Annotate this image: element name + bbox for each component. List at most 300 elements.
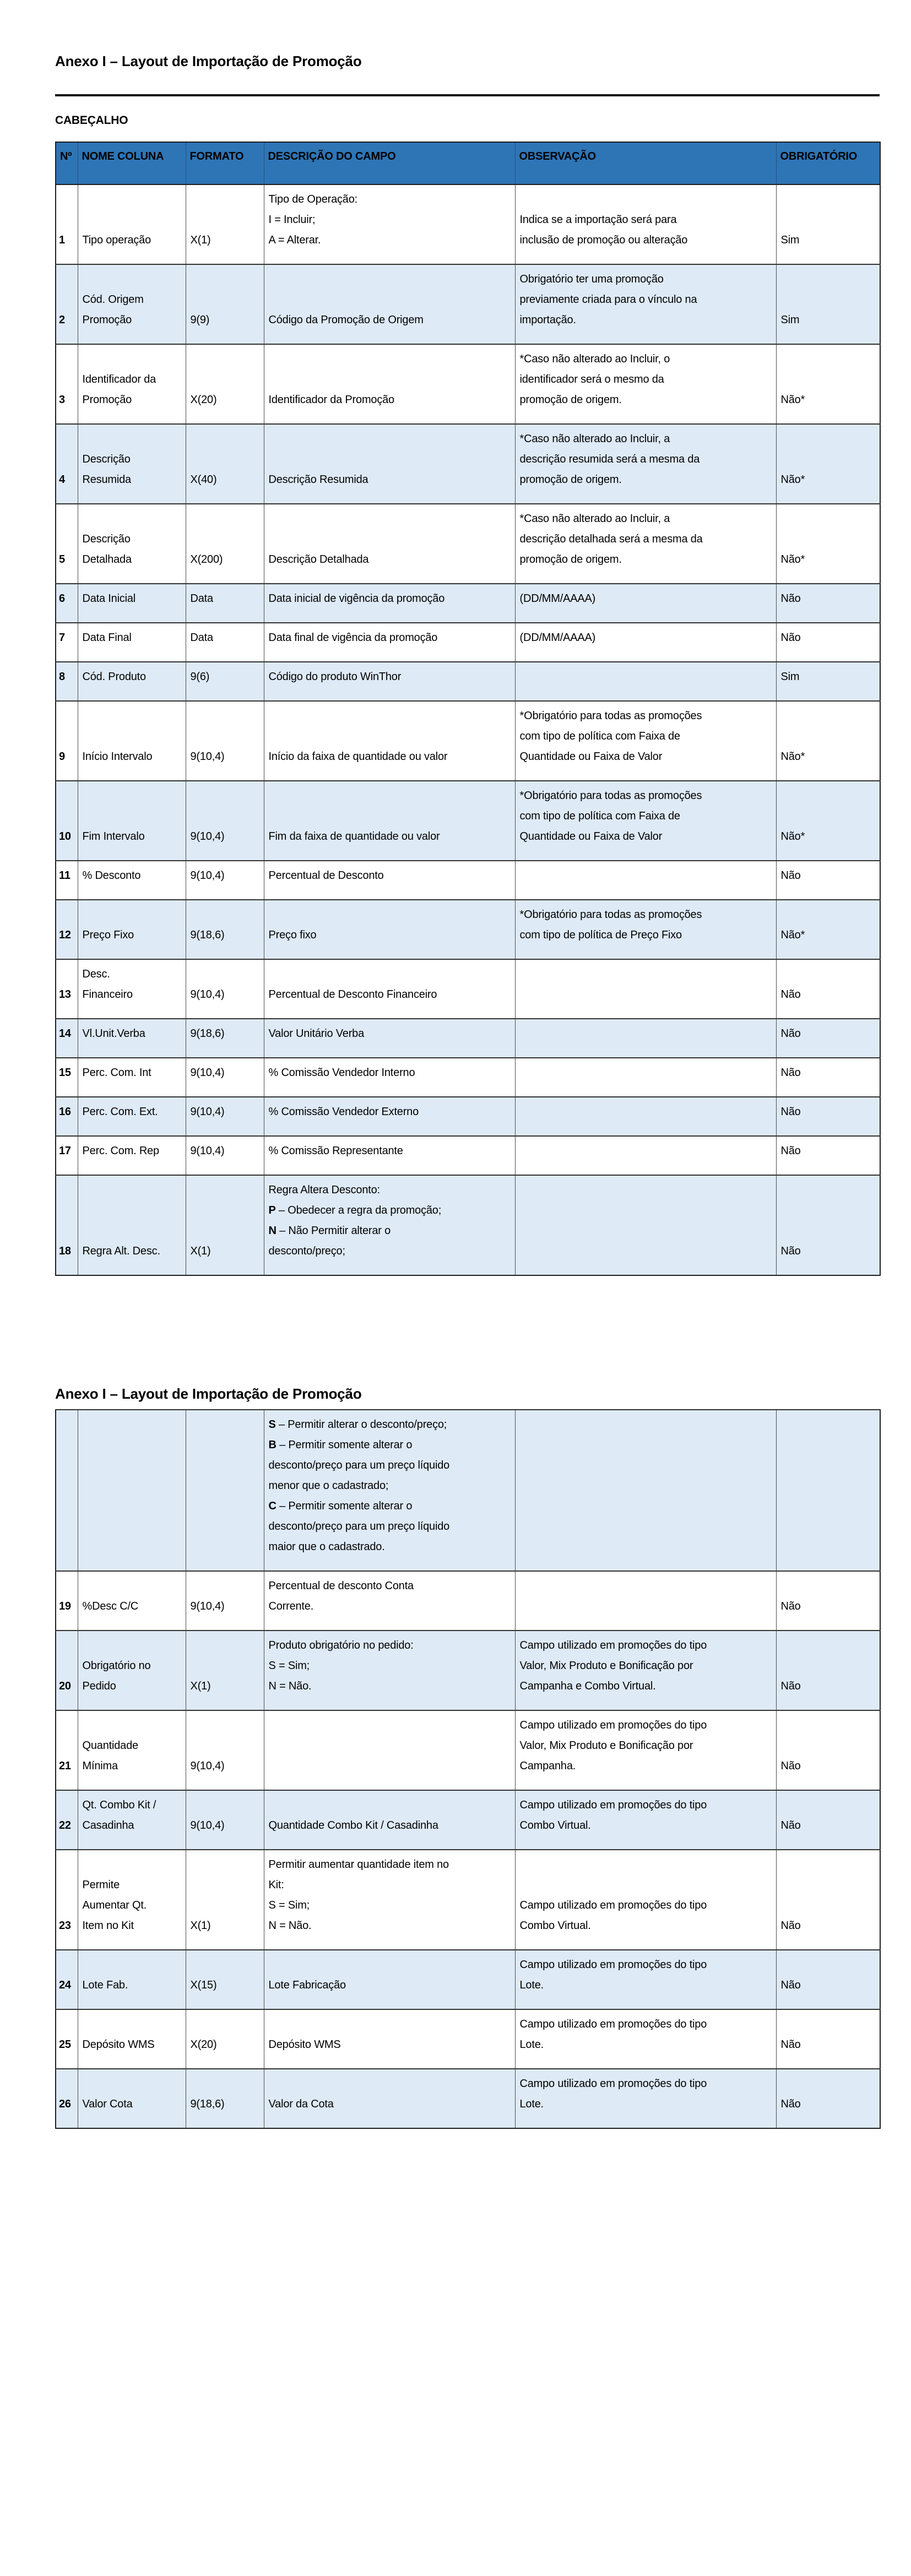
cell-text-line: 9(6)	[190, 670, 210, 683]
cell-text-line: S = Sim;	[268, 1659, 310, 1672]
cell-text-line: Perc. Com. Rep	[82, 1144, 159, 1157]
cell-text-line: 13	[59, 988, 71, 1001]
cell-text-line: com tipo de política de Preço Fixo	[519, 928, 682, 941]
table-row	[56, 1950, 880, 2009]
cell-text-line: descrição detalhada será a mesma da	[519, 532, 703, 545]
cell-text-line: Não	[780, 2038, 801, 2051]
cell-text-line: com tipo de política com Faixa de	[519, 730, 680, 742]
col-name-cell	[78, 1710, 186, 1790]
table-row	[56, 781, 880, 861]
col-num-cell	[56, 959, 78, 1019]
table-row	[56, 1710, 880, 1790]
col-name-cell	[78, 584, 186, 623]
cell-text-line: inclusão de promoção ou alteração	[519, 233, 688, 246]
table-row	[56, 1175, 880, 1275]
col-req-cell	[776, 1850, 880, 1950]
col-desc-cell	[264, 1710, 515, 1790]
cell-text-line: identificador será o mesmo da	[519, 373, 664, 385]
col-obs-cell	[515, 1410, 776, 1571]
cell-text-line: Descrição	[82, 453, 131, 465]
cell-text-line: Código da Promoção de Origem	[268, 313, 424, 326]
col-desc-cell	[264, 623, 515, 662]
cell-text-line: Não	[780, 1919, 801, 1932]
cell-text-line: Sim	[780, 670, 800, 683]
col-desc-cell	[264, 264, 515, 344]
col-num-cell	[56, 2069, 78, 2128]
cell-text-line: 22	[59, 1819, 71, 1832]
cell-text-line: Percentual de Desconto	[268, 869, 384, 882]
col-req-cell	[776, 623, 880, 662]
col-desc-cell	[264, 1790, 515, 1850]
col-num-cell	[56, 584, 78, 623]
cell-text-line: Quantidade ou Faixa de Valor	[519, 750, 663, 763]
cell-text-line: 20	[59, 1680, 71, 1692]
cell-text-line: Não	[780, 631, 801, 644]
cell-text-line: 9(10,4)	[190, 1105, 225, 1118]
cell-text-line: I = Incluir;	[268, 213, 316, 226]
cell-text-line: Não	[780, 1819, 801, 1832]
cell-text-line: % Comissão Vendedor Externo	[268, 1105, 419, 1118]
table-row	[56, 1571, 880, 1631]
cell-text-line: N = Não.	[268, 1680, 312, 1692]
col-name-cell	[78, 781, 186, 861]
cell-text-line: *Caso não alterado ao Incluir, o	[519, 352, 670, 365]
col-format-cell	[186, 584, 264, 623]
cell-text-line: *Obrigatório para todas as promoções	[519, 789, 702, 802]
col-num-cell	[56, 1019, 78, 1058]
col-num-cell	[56, 1790, 78, 1850]
cell-text-line: Desc.	[82, 968, 110, 980]
cell-text-line: Sim	[780, 233, 800, 246]
cell-text-line: X(20)	[190, 393, 217, 406]
cell-text-line: A = Alterar.	[268, 233, 321, 246]
cell-text-line: *Caso não alterado ao Incluir, a	[519, 512, 670, 525]
cell-text-line: X(200)	[190, 553, 223, 566]
cell-text-line: Quantidade Combo Kit / Casadinha	[268, 1819, 438, 1832]
col-obs-cell	[515, 900, 776, 959]
col-req-cell	[776, 1410, 880, 1571]
cell-text-line: Não	[780, 988, 801, 1001]
title-divider	[55, 94, 880, 96]
col-name-cell	[78, 1097, 186, 1136]
cell-text-line: Produto obrigatório no pedido:	[268, 1639, 414, 1651]
col-num-cell	[56, 1950, 78, 2009]
col-name-cell	[78, 504, 186, 584]
cell-text-line: 3	[59, 393, 65, 406]
col-name-cell	[78, 959, 186, 1019]
cell-text-line: Valor, Mix Produto e Bonificação por	[519, 1659, 693, 1672]
cell-text-line: descrição resumida será a mesma da	[519, 453, 700, 465]
col-desc-cell	[264, 504, 515, 584]
cell-text-line: Regra Alt. Desc.	[82, 1244, 160, 1257]
cell-text-line: Pedido	[82, 1680, 116, 1692]
cell-text-line: Não	[780, 2097, 801, 2110]
col-obs-cell	[515, 1631, 776, 1710]
cell-text-line: 26	[59, 2097, 71, 2110]
cell-text-line: Valor da Cota	[268, 2097, 334, 2110]
cell-text-line: Preço Fixo	[82, 928, 134, 941]
cell-text-line: Cód. Origem	[82, 293, 144, 306]
col-format-cell	[186, 424, 264, 504]
col-desc-cell	[264, 1410, 515, 1571]
cell-text-line: Kit:	[268, 1878, 284, 1891]
col-desc-cell	[264, 781, 515, 861]
col-num-cell	[56, 781, 78, 861]
page-title-continued: Anexo I – Layout de Importação de Promoção	[55, 1385, 362, 1402]
cell-text-line: 9(10,4)	[190, 750, 225, 763]
col-name-cell	[78, 344, 186, 424]
cell-text-line: Não	[780, 1600, 801, 1612]
cell-text-line: Data final de vigência da promoção	[268, 631, 438, 644]
cell-text-line: *Caso não alterado ao Incluir, a	[519, 432, 670, 445]
col-desc-cell	[264, 1950, 515, 2009]
cell-text-line: Financeiro	[82, 988, 133, 1001]
col-obs-cell	[515, 264, 776, 344]
col-format-cell	[186, 900, 264, 959]
cell-text-line: Resumida	[82, 473, 131, 486]
cell-text-line: Descrição Resumida	[268, 473, 368, 486]
table-row	[56, 2069, 880, 2128]
table-row	[56, 184, 880, 264]
cell-text-line: 9(10,4)	[190, 1144, 225, 1157]
cell-text-line: Não	[780, 1144, 801, 1157]
col-num-cell	[56, 623, 78, 662]
col-req-cell	[776, 1571, 880, 1631]
table-row	[56, 701, 880, 781]
cell-text-line: Identificador da	[82, 373, 156, 385]
col-format-cell	[186, 1136, 264, 1175]
col-obs-cell	[515, 701, 776, 781]
col-desc-cell	[264, 662, 515, 701]
cell-text-line: 5	[59, 553, 65, 566]
table-row	[56, 900, 880, 959]
col-desc-cell	[264, 1850, 515, 1950]
cell-text-line: Vl.Unit.Verba	[82, 1027, 145, 1040]
table-row	[56, 861, 880, 900]
cell-text-line: Perc. Com. Int	[82, 1066, 151, 1079]
cell-text-line: C – Permitir somente alterar o	[268, 1499, 413, 1512]
cell-text-line: Regra Altera Desconto:	[268, 1183, 380, 1196]
cell-text-line: Campanha e Combo Virtual.	[519, 1680, 656, 1692]
cell-text-line: Não*	[780, 750, 805, 763]
col-obs-cell	[515, 1019, 776, 1058]
header-layout-table-page1	[55, 142, 881, 1276]
cell-text-line: Valor Unitário Verba	[268, 1027, 365, 1040]
col-obs-cell	[515, 504, 776, 584]
col-desc-cell	[264, 424, 515, 504]
cell-text-line: Indica se a importação será para	[519, 213, 677, 226]
cell-text-line: Percentual de desconto Conta	[268, 1579, 414, 1592]
cell-text-line: Início Intervalo	[82, 750, 153, 763]
cell-text-line: 6	[59, 592, 65, 605]
col-num-cell	[56, 1058, 78, 1097]
cell-text-line: 10	[59, 830, 71, 843]
cell-text-line: 14	[59, 1027, 71, 1040]
cell-text-line: Não	[780, 1066, 801, 1079]
col-obs-cell	[515, 184, 776, 264]
cell-text-line: maior que o cadastrado.	[268, 1540, 385, 1553]
cell-text-line: desconto/preço para um preço líquido	[268, 1520, 450, 1532]
cell-text-line: promoção de origem.	[519, 553, 622, 566]
cell-text-line: Código do produto WinThor	[268, 670, 402, 683]
col-format-cell	[186, 1019, 264, 1058]
col-format-cell	[186, 2009, 264, 2069]
cell-text-line: Lote.	[519, 2038, 544, 2051]
table-header-row	[56, 142, 880, 184]
cell-text-line: Item no Kit	[82, 1919, 134, 1932]
cell-text-line: 9(10,4)	[190, 1819, 225, 1832]
col-req-cell	[776, 2009, 880, 2069]
cell-text-line: Não*	[780, 553, 805, 566]
col-desc-cell	[264, 1136, 515, 1175]
cell-text-line: 18	[59, 1244, 71, 1257]
cell-text-line: 9(18,6)	[190, 2097, 225, 2110]
cell-text-line: 9(10,4)	[190, 1066, 225, 1079]
cell-text-line: desconto/preço;	[268, 1244, 345, 1257]
cell-text-line: 9(10,4)	[190, 1759, 225, 1772]
cell-text-line: Aumentar Qt.	[82, 1899, 147, 1911]
col-format-cell	[186, 1571, 264, 1631]
table-row	[56, 1058, 880, 1097]
col-obs-cell	[515, 2069, 776, 2128]
cell-text-line: promoção de origem.	[519, 393, 622, 406]
cell-text-line: 7	[59, 631, 65, 644]
col-num-cell	[56, 2009, 78, 2069]
col-format-cell	[186, 662, 264, 701]
cell-text-line: Quantidade	[82, 1739, 138, 1752]
column-header-obs: OBSERVAÇÃO	[515, 142, 776, 184]
col-num-cell	[56, 1175, 78, 1275]
cell-text-line: Não	[780, 869, 801, 882]
col-desc-cell	[264, 1175, 515, 1275]
cell-text-line: Detalhada	[82, 553, 132, 566]
cell-text-line: 9(10,4)	[190, 988, 225, 1001]
col-name-cell	[78, 900, 186, 959]
cell-text-line: Não	[780, 1105, 801, 1118]
col-name-cell	[78, 701, 186, 781]
col-format-cell	[186, 1175, 264, 1275]
col-name-cell	[78, 1950, 186, 2009]
cell-text-line: 11	[59, 869, 71, 882]
cell-text-line: Campo utilizado em promoções do tipo	[519, 2077, 707, 2090]
col-format-cell	[186, 1631, 264, 1710]
col-format-cell	[186, 2069, 264, 2128]
cell-text-line: Não*	[780, 928, 805, 941]
cell-text-line: % Desconto	[82, 869, 141, 882]
cell-text-line: Campanha.	[519, 1759, 576, 1772]
col-format-cell	[186, 1097, 264, 1136]
cell-text-line: Não	[780, 1244, 801, 1257]
col-name-cell	[78, 2009, 186, 2069]
col-obs-cell	[515, 1097, 776, 1136]
cell-text-line: Não	[780, 1680, 801, 1692]
cell-text-line: Qt. Combo Kit /	[82, 1798, 156, 1811]
col-req-cell	[776, 504, 880, 584]
cell-text-line: Lote Fabricação	[268, 1979, 346, 1991]
col-format-cell	[186, 184, 264, 264]
col-req-cell	[776, 861, 880, 900]
col-name-cell	[78, 861, 186, 900]
cell-text-line: *Obrigatório para todas as promoções	[519, 908, 702, 921]
col-num-cell	[56, 1710, 78, 1790]
cell-text-line: Cód. Produto	[82, 670, 146, 683]
col-num-cell	[56, 1631, 78, 1710]
cell-text-line: X(40)	[190, 473, 217, 486]
cell-text-line: 21	[59, 1759, 71, 1772]
cell-text-line: 8	[59, 670, 65, 683]
cell-text-line: Quantidade ou Faixa de Valor	[519, 830, 663, 843]
cell-text-line: Campo utilizado em promoções do tipo	[519, 1798, 707, 1811]
cell-text-line: N – Não Permitir alterar o	[268, 1224, 391, 1237]
table-row	[56, 424, 880, 504]
page-content	[55, 0, 880, 2129]
cell-text-line: 9(10,4)	[190, 1600, 225, 1612]
cell-text-line: Lote.	[519, 1979, 544, 1991]
cell-text-line: Depósito WMS	[268, 2038, 341, 2051]
col-obs-cell	[515, 1058, 776, 1097]
col-desc-cell	[264, 1058, 515, 1097]
cell-text-line: Data inicial de vigência da promoção	[268, 592, 445, 605]
col-req-cell	[776, 584, 880, 623]
cell-text-line: Promoção	[82, 393, 132, 406]
col-name-cell	[78, 1136, 186, 1175]
col-obs-cell	[515, 2009, 776, 2069]
cell-text-line: Corrente.	[268, 1600, 314, 1612]
cell-text-line: S = Sim;	[268, 1899, 310, 1911]
cell-text-line: 9(10,4)	[190, 830, 225, 843]
cell-text-line: Combo Virtual.	[519, 1819, 591, 1832]
col-name-cell	[78, 1019, 186, 1058]
cell-text-line: Data	[190, 631, 213, 644]
col-num-cell	[56, 424, 78, 504]
col-req-cell	[776, 1019, 880, 1058]
col-name-cell	[78, 2069, 186, 2128]
cell-text-line: previamente criada para o vínculo na	[519, 293, 697, 306]
col-obs-cell	[515, 1850, 776, 1950]
cell-text-line: Campo utilizado em promoções do tipo	[519, 1719, 707, 1731]
cell-text-line: S – Permitir alterar o desconto/preço;	[268, 1418, 447, 1431]
col-name-cell	[78, 184, 186, 264]
cell-text-line: 9	[59, 750, 65, 763]
table-row	[56, 1019, 880, 1058]
cell-text-line: Fim Intervalo	[82, 830, 145, 843]
col-format-cell	[186, 504, 264, 584]
col-name-cell	[78, 264, 186, 344]
table-row	[56, 959, 880, 1019]
col-obs-cell	[515, 1950, 776, 2009]
col-req-cell	[776, 424, 880, 504]
cell-text-line: Perc. Com. Ext.	[82, 1105, 158, 1118]
table-row	[56, 264, 880, 344]
cell-text-line: % Comissão Vendedor Interno	[268, 1066, 415, 1079]
col-desc-cell	[264, 1019, 515, 1058]
col-desc-cell	[264, 959, 515, 1019]
cell-text-line: Permite	[82, 1878, 120, 1891]
header-layout-table-page2	[55, 1409, 881, 2129]
cell-text-line: Sim	[780, 313, 800, 326]
cell-text-line: menor que o cadastrado;	[268, 1479, 389, 1492]
col-desc-cell	[264, 701, 515, 781]
cell-text-line: Preço fixo	[268, 928, 317, 941]
cell-text-line: X(1)	[190, 233, 211, 246]
cell-text-line: Combo Virtual.	[519, 1919, 591, 1932]
col-name-cell	[78, 1058, 186, 1097]
cell-text-line: Campo utilizado em promoções do tipo	[519, 1639, 707, 1651]
column-header-req: OBRIGATÓRIO	[776, 142, 880, 184]
col-format-cell	[186, 861, 264, 900]
cell-text-line: X(15)	[190, 1979, 217, 1991]
col-num-cell	[56, 1136, 78, 1175]
col-desc-cell	[264, 1571, 515, 1631]
cell-text-line: importação.	[519, 313, 576, 326]
column-header-num: Nº	[56, 142, 78, 184]
cell-text-line: 9(10,4)	[190, 869, 225, 882]
cell-text-line: Mínima	[82, 1759, 118, 1772]
cell-text-line: 19	[59, 1600, 71, 1612]
cell-text-line: Não*	[780, 393, 805, 406]
col-format-cell	[186, 1058, 264, 1097]
cell-text-line: Valor Cota	[82, 2097, 133, 2110]
col-name-cell	[78, 1850, 186, 1950]
col-format-cell	[186, 264, 264, 344]
cell-text-line: 25	[59, 2038, 71, 2051]
table-row	[56, 2009, 880, 2069]
cell-text-line: 9(18,6)	[190, 1027, 225, 1040]
section-heading: CABEÇALHO	[55, 113, 128, 127]
col-obs-cell	[515, 1571, 776, 1631]
cell-text-line: Percentual de Desconto Financeiro	[268, 988, 437, 1001]
cell-text-line: Data	[190, 592, 213, 605]
col-req-cell	[776, 2069, 880, 2128]
col-req-cell	[776, 1097, 880, 1136]
col-req-cell	[776, 900, 880, 959]
col-req-cell	[776, 264, 880, 344]
cell-text-line: X(20)	[190, 2038, 217, 2051]
col-obs-cell	[515, 662, 776, 701]
table-row	[56, 1790, 880, 1850]
col-format-cell	[186, 781, 264, 861]
col-obs-cell	[515, 959, 776, 1019]
col-req-cell	[776, 1058, 880, 1097]
cell-text-line: Campo utilizado em promoções do tipo	[519, 1958, 707, 1971]
col-format-cell	[186, 959, 264, 1019]
cell-text-line: 15	[59, 1066, 71, 1079]
col-desc-cell	[264, 1631, 515, 1710]
col-desc-cell	[264, 1097, 515, 1136]
cell-text-line: Tipo operação	[82, 233, 151, 246]
cell-text-line: *Obrigatório para todas as promoções	[519, 709, 702, 722]
cell-text-line: 1	[59, 233, 65, 246]
col-format-cell	[186, 623, 264, 662]
column-header-name: NOME COLUNA	[78, 142, 186, 184]
col-obs-cell	[515, 1136, 776, 1175]
cell-text-line: Lote Fab.	[82, 1979, 128, 1991]
column-header-desc: DESCRIÇÃO DO CAMPO	[264, 142, 515, 184]
col-name-cell	[78, 1410, 186, 1571]
cell-text-line: Não	[780, 592, 801, 605]
table-row	[56, 1136, 880, 1175]
cell-text-line: Descrição Detalhada	[268, 553, 369, 566]
table-row	[56, 584, 880, 623]
col-name-cell	[78, 1631, 186, 1710]
col-name-cell	[78, 424, 186, 504]
col-obs-cell	[515, 861, 776, 900]
col-name-cell	[78, 662, 186, 701]
table-row	[56, 344, 880, 424]
table-row	[56, 504, 880, 584]
col-num-cell	[56, 900, 78, 959]
col-desc-cell	[264, 584, 515, 623]
